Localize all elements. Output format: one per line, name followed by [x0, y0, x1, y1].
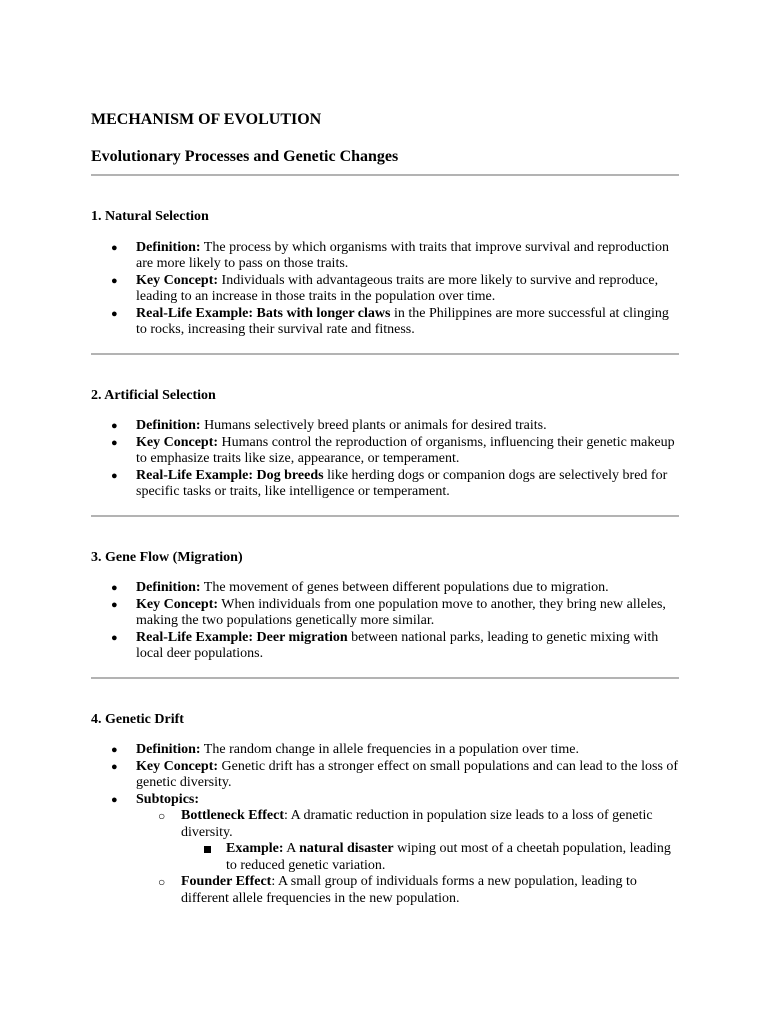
item-text: The movement of genes between different populations due to migration. [200, 580, 609, 595]
item-label: Definition: [136, 239, 201, 255]
document-title: MECHANISM OF EVOLUTION [91, 111, 322, 128]
bullet-list [91, 418, 681, 501]
divider [91, 677, 679, 679]
document-subtitle: Evolutionary Processes and Genetic Changes [91, 148, 399, 165]
bullet-list [91, 742, 681, 907]
subtopic-item [136, 874, 681, 907]
item-label: Subtopics: [136, 791, 200, 807]
list-item [91, 435, 681, 468]
list-item [91, 306, 681, 339]
item-text: When individuals from one population move to another, they bring new alleles, making the two populations genetically more similar. [136, 596, 666, 628]
subtopic-item [136, 808, 681, 874]
bullet-list [91, 580, 681, 663]
section-heading: 3. Gene Flow (Migration) [91, 549, 243, 565]
item-text: Humans selectively breed plants or animals for desired traits. [200, 418, 547, 433]
item-label: Key Concept: [136, 758, 219, 774]
item-text: Genetic drift has a stronger effect on small populations and can lead to the loss of genetic diversity. [136, 758, 679, 790]
list-item [91, 240, 681, 273]
example-bold: natural disaster [299, 841, 394, 856]
section-natural-selection [91, 209, 681, 339]
item-text: in the Philippines are more successful at clinging to rocks, increasing their survival rate and fitness. [136, 305, 669, 337]
item-text: Individuals with advantageous traits are more likely to survive and reproduce, leading to an increase in those traits in the population over time. [136, 272, 659, 304]
section-gene-flow [91, 550, 681, 663]
list-item [91, 273, 681, 306]
item-label: Key Concept: [136, 434, 219, 450]
item-label: Real-Life Example: Deer migration [136, 629, 348, 645]
subtopic-text: : A small group of individuals forms a new population, leading to different allele frequencies in the new population. [181, 874, 637, 906]
list-item [91, 742, 681, 759]
list-item [91, 759, 681, 792]
subtopic-text: : A dramatic reduction in population size leads to a loss of genetic diversity. [181, 808, 653, 840]
example-item [181, 841, 681, 874]
example-plain: A [283, 841, 300, 856]
section-heading: 4. Genetic Drift [91, 711, 184, 727]
section-heading: 1. Natural Selection [91, 209, 209, 224]
item-text: like herding dogs or companion dogs are selectively bred for specific tasks or traits, like intelligence or temperament. [136, 467, 668, 499]
list-item [91, 597, 681, 630]
item-text: Humans control the reproduction of organisms, influencing their genetic makeup to emphasize traits like size, appearance, or temperament. [136, 434, 675, 466]
divider [91, 353, 679, 355]
item-label: Definition: [136, 580, 201, 595]
subtopic-label: Bottleneck Effect [181, 808, 285, 823]
list-item [91, 630, 681, 663]
item-text: between national parks, leading to genetic mixing with local deer populations. [136, 629, 659, 661]
item-label: Definition: [136, 742, 201, 757]
section-artificial-selection [91, 388, 681, 501]
item-label: Key Concept: [136, 272, 219, 288]
divider [91, 515, 679, 517]
document-content [91, 110, 681, 907]
subtopic-list [136, 808, 681, 907]
list-item [91, 468, 681, 501]
item-label: Definition: [136, 418, 201, 433]
list-item [91, 792, 681, 908]
example-list [181, 841, 681, 874]
example-label: Example: [226, 841, 284, 856]
item-label: Real-Life Example: Dog breeds [136, 467, 324, 483]
section-heading: 2. Artificial Selection [91, 387, 216, 403]
bullet-list [91, 240, 681, 339]
example-text: wiping out most of a cheetah population, leading to reduced genetic variation. [226, 841, 671, 873]
item-text: The random change in allele frequencies in a population over time. [200, 742, 579, 757]
subtopic-label: Founder Effect [181, 874, 272, 889]
item-text: The process by which organisms with traits that improve survival and reproduction are more likely to pass on those traits. [136, 239, 669, 271]
divider [91, 174, 679, 176]
section-genetic-drift [91, 712, 681, 908]
list-item [91, 580, 681, 597]
list-item [91, 418, 681, 435]
item-label: Key Concept: [136, 596, 219, 612]
item-label: Real-Life Example: Bats with longer claws [136, 305, 391, 321]
